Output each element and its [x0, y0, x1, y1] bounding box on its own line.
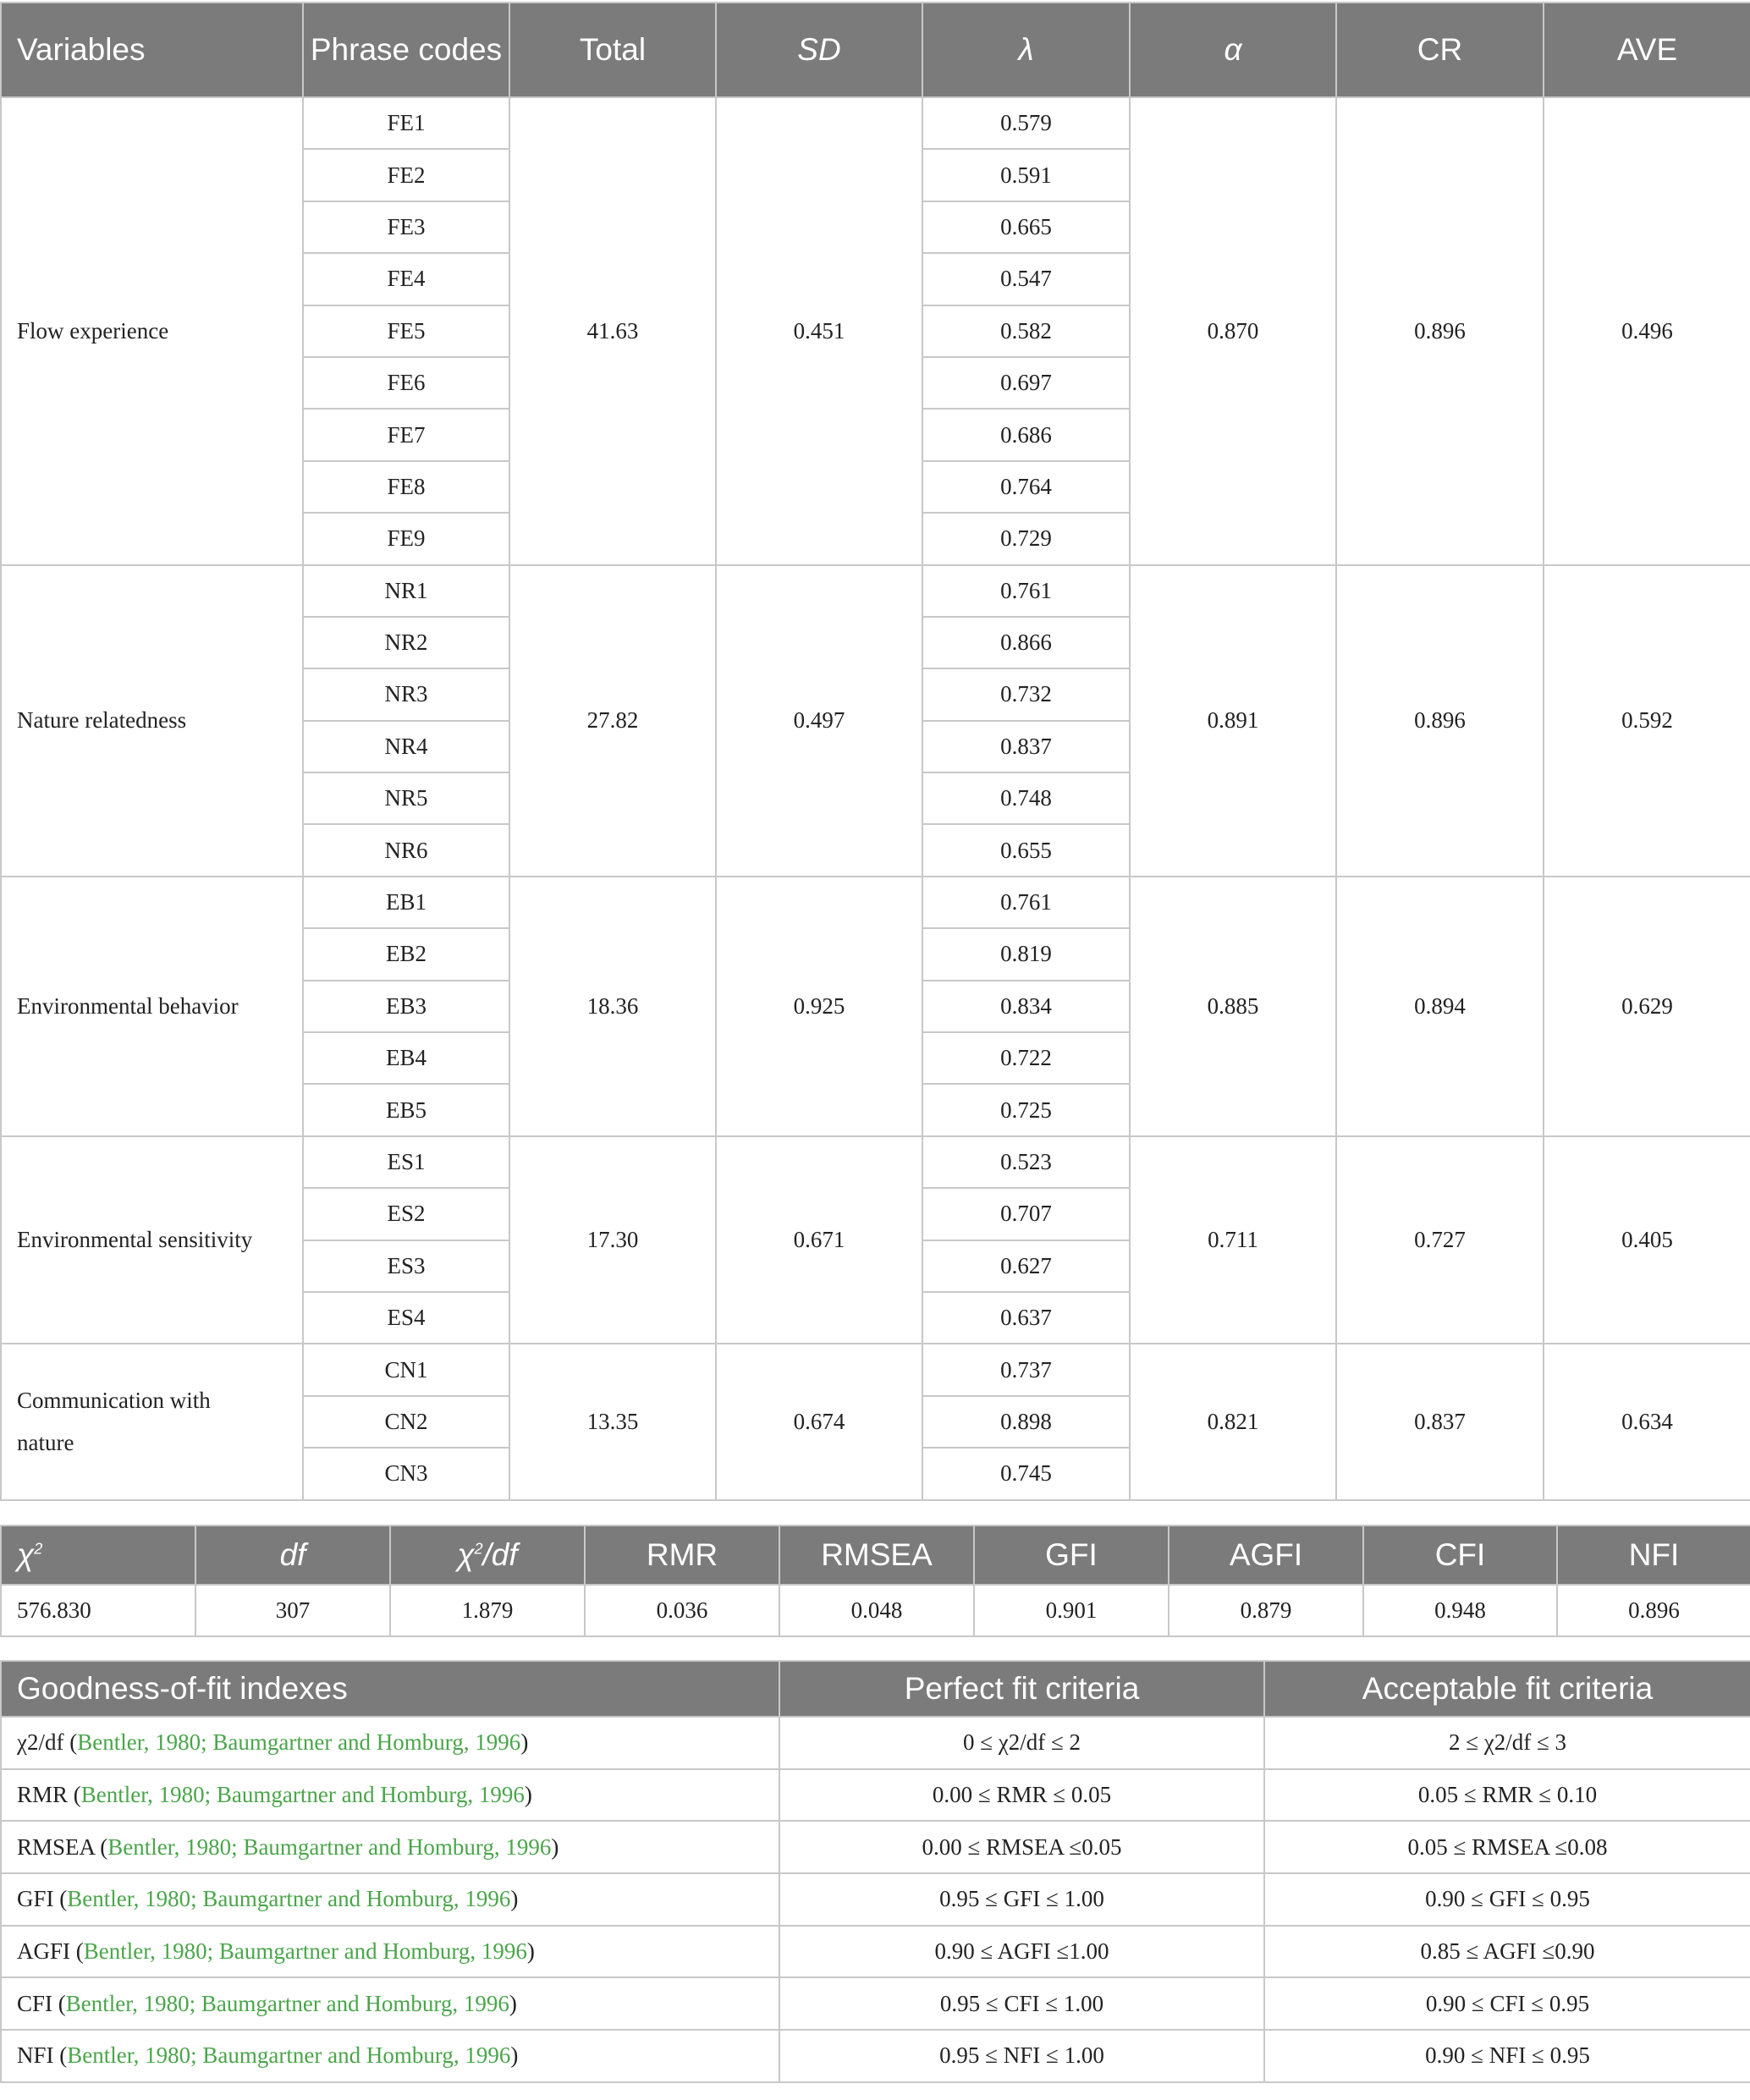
- perfect-criteria: 0.95 ≤ GFI ≤ 1.00: [779, 1873, 1264, 1926]
- criteria-table: [0, 1660, 1750, 2083]
- lambda-value: 0.764: [922, 461, 1130, 513]
- acceptable-criteria: 0.05 ≤ RMR ≤ 0.10: [1264, 1769, 1750, 1822]
- fit-header-row: [1, 1526, 1750, 1585]
- total-value: 17.30: [509, 1136, 716, 1344]
- fit-index-cell: GFI (Bentler, 1980; Baumgartner and Homburg, 1996): [1, 1873, 779, 1926]
- criteria-row: [1, 1717, 1750, 1769]
- fit-index-name: RMSEA: [17, 1833, 95, 1860]
- fit-header-cfi: CFI: [1363, 1526, 1557, 1585]
- criteria-row: [1, 2030, 1750, 2082]
- phrase-code: CN3: [303, 1448, 509, 1499]
- fit-value-agfi: 0.879: [1169, 1585, 1363, 1636]
- ave-value: 0.634: [1544, 1344, 1750, 1499]
- fit-index-name: GFI: [17, 1886, 54, 1912]
- acceptable-criteria: 0.90 ≤ NFI ≤ 0.95: [1264, 2030, 1750, 2082]
- phrase-code: EB3: [303, 981, 509, 1032]
- ave-value: 0.629: [1544, 877, 1750, 1136]
- citation-link[interactable]: Bentler, 1980; Baumgartner and Homburg, 1996: [80, 1782, 525, 1808]
- acceptable-criteria: 0.90 ≤ GFI ≤ 0.95: [1264, 1873, 1750, 1926]
- total-value: 18.36: [509, 877, 716, 1136]
- phrase-code: NR2: [303, 617, 509, 668]
- col-header-lambda: λ: [922, 3, 1130, 97]
- lambda-value: 0.745: [922, 1448, 1130, 1499]
- total-value: 27.82: [509, 565, 716, 877]
- citation-link[interactable]: Bentler, 1980; Baumgartner and Homburg, 1996: [65, 1990, 509, 2016]
- phrase-code: ES2: [303, 1188, 509, 1240]
- sd-value: 0.674: [716, 1344, 922, 1499]
- fit-index-cell: NFI (Bentler, 1980; Baumgartner and Homburg, 1996): [1, 2030, 779, 2082]
- phrase-code: NR6: [303, 824, 509, 876]
- fit-index-name: AGFI: [17, 1938, 71, 1965]
- phrase-code: NR1: [303, 565, 509, 617]
- lambda-value: 0.725: [922, 1084, 1130, 1135]
- fit-header-agfi: AGFI: [1169, 1526, 1363, 1585]
- fit-header-rmsea: RMSEA: [779, 1526, 974, 1585]
- fit-header-nfi: NFI: [1557, 1526, 1750, 1585]
- col-header-alpha: α: [1130, 3, 1336, 97]
- citation-link[interactable]: Bentler, 1980; Baumgartner and Homburg, 1996: [67, 2042, 511, 2069]
- lambda-value: 0.866: [922, 617, 1130, 668]
- phrase-code: FE7: [303, 409, 509, 460]
- phrase-code: NR4: [303, 721, 509, 772]
- perfect-criteria: 0.95 ≤ NFI ≤ 1.00: [779, 2030, 1264, 2082]
- alpha-value: 0.885: [1130, 877, 1336, 1136]
- sd-value: 0.451: [716, 97, 922, 565]
- sd-value: 0.925: [716, 877, 922, 1136]
- lambda-value: 0.729: [922, 513, 1130, 564]
- col-header-total: Total: [509, 3, 716, 97]
- fit-header-chi2: $\chi^2$: [1, 1526, 195, 1585]
- measurement-table: [0, 2, 1750, 1501]
- fit-value-rmsea: 0.048: [779, 1585, 974, 1636]
- fit-value-chi2df: 1.879: [390, 1585, 585, 1636]
- lambda-value: 0.761: [922, 877, 1130, 928]
- lambda-value: 0.686: [922, 409, 1130, 460]
- fit-index-name: CFI: [17, 1990, 53, 2016]
- phrase-code: FE8: [303, 461, 509, 513]
- fit-index-cell: χ2/df (Bentler, 1980; Baumgartner and Homburg, 1996): [1, 1717, 779, 1769]
- variable-name: Environmental behavior: [1, 877, 303, 1136]
- phrase-code: NR5: [303, 772, 509, 824]
- lambda-value: 0.732: [922, 668, 1130, 720]
- acceptable-criteria: 0.90 ≤ CFI ≤ 0.95: [1264, 1977, 1750, 2030]
- phrase-code: EB1: [303, 877, 509, 928]
- variable-name: Communication with nature: [1, 1344, 303, 1499]
- fit-index-cell: RMSEA (Bentler, 1980; Baumgartner and Homburg, 1996): [1, 1821, 779, 1873]
- ave-value: 0.496: [1544, 97, 1750, 565]
- citation-link[interactable]: Bentler, 1980; Baumgartner and Homburg, 1996: [83, 1938, 527, 1965]
- phrase-code: FE2: [303, 149, 509, 201]
- table-row: [1, 877, 1750, 928]
- criteria-header-row: [1, 1661, 1750, 1717]
- fit-index-name: RMR: [17, 1782, 69, 1808]
- lambda-value: 0.665: [922, 201, 1130, 253]
- phrase-code: ES4: [303, 1292, 509, 1344]
- perfect-criteria: 0.00 ≤ RMR ≤ 0.05: [779, 1769, 1264, 1822]
- lambda-value: 0.707: [922, 1188, 1130, 1240]
- cr-value: 0.837: [1336, 1344, 1544, 1499]
- lambda-value: 0.697: [922, 357, 1130, 409]
- fit-values-table: [0, 1525, 1750, 1637]
- fit-value-cfi: 0.948: [1363, 1585, 1557, 1636]
- perfect-criteria: 0.90 ≤ AGFI ≤1.00: [779, 1926, 1264, 1978]
- phrase-code: ES1: [303, 1136, 509, 1188]
- cr-value: 0.727: [1336, 1136, 1544, 1344]
- fit-value-chi2: 576.830: [1, 1585, 195, 1636]
- col-header-variables: Variables: [1, 3, 303, 97]
- citation-link[interactable]: Bentler, 1980; Baumgartner and Homburg, 1996: [77, 1729, 521, 1756]
- lambda-value: 0.819: [922, 928, 1130, 980]
- fit-value-nfi: 0.896: [1557, 1585, 1750, 1636]
- fit-index-name: χ2/df: [17, 1729, 64, 1756]
- alpha-value: 0.891: [1130, 565, 1336, 877]
- table-row: [1, 1136, 1750, 1188]
- total-value: 13.35: [509, 1344, 716, 1499]
- fit-header-gfi: GFI: [974, 1526, 1169, 1585]
- ave-value: 0.592: [1544, 565, 1750, 877]
- col-header-ave: AVE: [1544, 3, 1750, 97]
- criteria-header-acceptable: Acceptable fit criteria: [1264, 1661, 1750, 1717]
- variable-name: Nature relatedness: [1, 565, 303, 877]
- criteria-header-perfect: Perfect fit criteria: [779, 1661, 1264, 1717]
- variable-name: Flow experience: [1, 97, 303, 565]
- cr-value: 0.894: [1336, 877, 1544, 1136]
- phrase-code: NR3: [303, 668, 509, 720]
- table-row: [1, 565, 1750, 617]
- fit-header-chi2df: $\chi^2/df$: [390, 1526, 585, 1585]
- lambda-value: 0.748: [922, 772, 1130, 824]
- sd-value: 0.497: [716, 565, 922, 877]
- fit-value-gfi: 0.901: [974, 1585, 1169, 1636]
- acceptable-criteria: 2 ≤ χ2/df ≤ 3: [1264, 1717, 1750, 1769]
- fit-value-df: 307: [195, 1585, 390, 1636]
- perfect-criteria: 0 ≤ χ2/df ≤ 2: [779, 1717, 1264, 1769]
- phrase-code: FE1: [303, 97, 509, 149]
- citation-link[interactable]: Bentler, 1980; Baumgartner and Homburg, 1996: [107, 1833, 552, 1860]
- lambda-value: 0.627: [922, 1240, 1130, 1292]
- citation-link[interactable]: Bentler, 1980; Baumgartner and Homburg, 1996: [67, 1886, 511, 1912]
- phrase-code: EB2: [303, 928, 509, 980]
- criteria-header-index: Goodness-of-fit indexes: [1, 1661, 779, 1717]
- fit-index-cell: RMR (Bentler, 1980; Baumgartner and Homburg, 1996): [1, 1769, 779, 1822]
- criteria-table-body: [1, 1717, 1750, 2082]
- phrase-code: CN2: [303, 1396, 509, 1448]
- acceptable-criteria: 0.05 ≤ RMSEA ≤0.08: [1264, 1821, 1750, 1873]
- cr-value: 0.896: [1336, 565, 1544, 877]
- lambda-value: 0.523: [922, 1136, 1130, 1188]
- col-header-sd: SD: [716, 3, 922, 97]
- measurement-table-body: [1, 97, 1750, 1500]
- table-row: [1, 1344, 1750, 1395]
- lambda-value: 0.898: [922, 1396, 1130, 1448]
- lambda-value: 0.637: [922, 1292, 1130, 1344]
- phrase-code: FE4: [303, 253, 509, 305]
- criteria-row: [1, 1977, 1750, 2030]
- lambda-value: 0.655: [922, 824, 1130, 876]
- col-header-phrase-codes: Phrase codes: [303, 3, 509, 97]
- fit-index-cell: AGFI (Bentler, 1980; Baumgartner and Homburg, 1996): [1, 1926, 779, 1978]
- lambda-value: 0.579: [922, 97, 1130, 149]
- lambda-value: 0.582: [922, 305, 1130, 357]
- criteria-row: [1, 1926, 1750, 1978]
- lambda-value: 0.722: [922, 1032, 1130, 1084]
- phrase-code: ES3: [303, 1240, 509, 1292]
- acceptable-criteria: 0.85 ≤ AGFI ≤0.90: [1264, 1926, 1750, 1978]
- cr-value: 0.896: [1336, 97, 1544, 565]
- table-row: [1, 97, 1750, 149]
- variable-name: Environmental sensitivity: [1, 1136, 303, 1344]
- sd-value: 0.671: [716, 1136, 922, 1344]
- fit-index-cell: CFI (Bentler, 1980; Baumgartner and Homburg, 1996): [1, 1977, 779, 2030]
- criteria-row: [1, 1873, 1750, 1926]
- lambda-value: 0.761: [922, 565, 1130, 617]
- alpha-value: 0.870: [1130, 97, 1336, 565]
- lambda-value: 0.591: [922, 149, 1130, 201]
- phrase-code: FE3: [303, 201, 509, 253]
- fit-value-rmr: 0.036: [585, 1585, 779, 1636]
- criteria-row: [1, 1821, 1750, 1873]
- ave-value: 0.405: [1544, 1136, 1750, 1344]
- lambda-value: 0.837: [922, 721, 1130, 772]
- phrase-code: EB5: [303, 1084, 509, 1135]
- lambda-value: 0.834: [922, 981, 1130, 1032]
- phrase-code: FE5: [303, 305, 509, 357]
- phrase-code: FE6: [303, 357, 509, 409]
- lambda-value: 0.547: [922, 253, 1130, 305]
- phrase-code: CN1: [303, 1344, 509, 1395]
- alpha-value: 0.711: [1130, 1136, 1336, 1344]
- perfect-criteria: 0.00 ≤ RMSEA ≤0.05: [779, 1821, 1264, 1873]
- header-row: [1, 3, 1750, 97]
- fit-header-df: df: [195, 1526, 390, 1585]
- lambda-value: 0.737: [922, 1344, 1130, 1395]
- fit-index-name: NFI: [17, 2042, 54, 2069]
- phrase-code: EB4: [303, 1032, 509, 1084]
- col-header-cr: CR: [1336, 3, 1544, 97]
- total-value: 41.63: [509, 97, 716, 565]
- alpha-value: 0.821: [1130, 1344, 1336, 1499]
- perfect-criteria: 0.95 ≤ CFI ≤ 1.00: [779, 1977, 1264, 2030]
- fit-header-rmr: RMR: [585, 1526, 779, 1585]
- criteria-row: [1, 1769, 1750, 1822]
- fit-values-row: [1, 1585, 1750, 1636]
- phrase-code: FE9: [303, 513, 509, 564]
